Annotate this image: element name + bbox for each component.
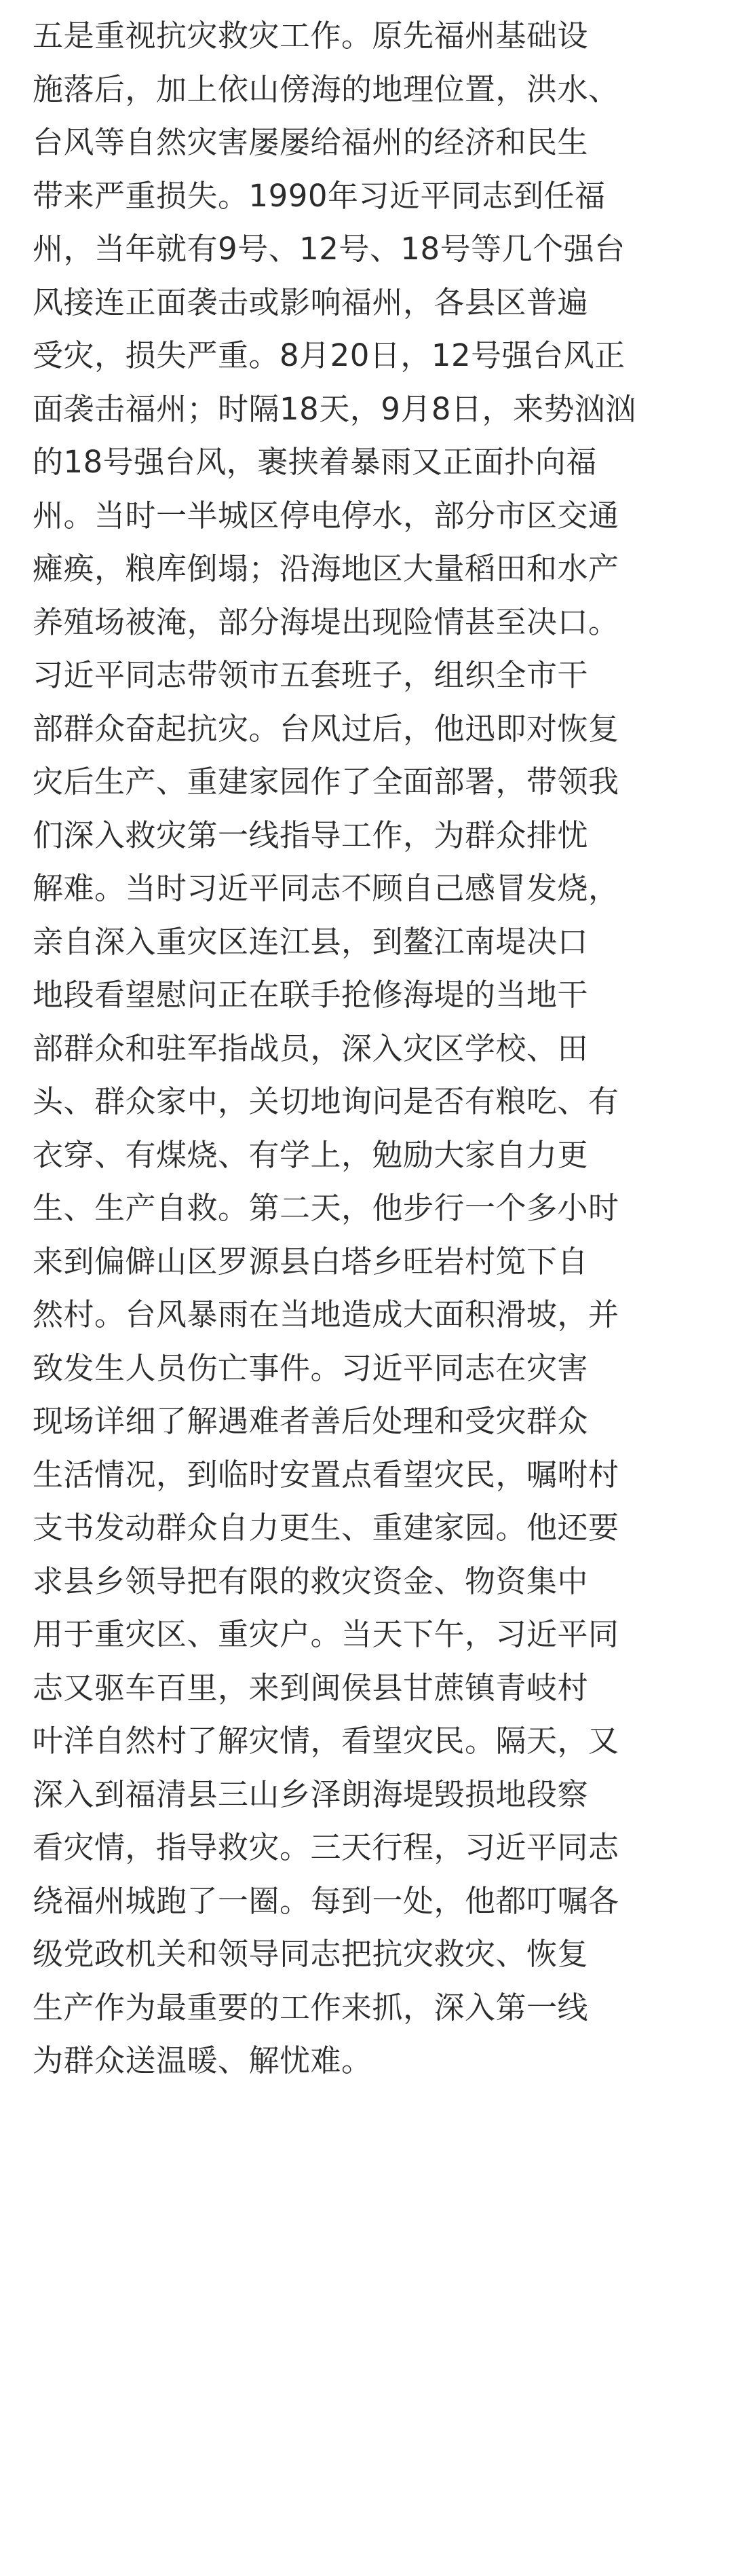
text-line: 看灾情，指导救灾。三天行程，习近平同志: [33, 1829, 619, 1865]
text-line: 为群众送温暖、解忧难。: [33, 2042, 372, 2078]
text-line: 地段看望慰问正在联手抢修海堤的当地干: [33, 977, 589, 1013]
text-line: 受灾，损失严重。8月20日，12号强台风正: [33, 337, 625, 373]
article-body: [33, 10, 708, 2088]
text-line: 解难。当时习近平同志不顾自己感冒发烧，: [33, 870, 619, 906]
text-line: 用于重灾区、重灾户。当天下午，习近平同: [33, 1616, 619, 1652]
text-line: 志又驱车百里，来到闽侯县甘蔗镇青岐村: [33, 1669, 589, 1706]
text-line: 衣穿、有煤烧、有学上，勉励大家自力更: [33, 1136, 589, 1173]
text-line: 风接连正面袭击或影响福州，各县区普遍: [33, 284, 589, 320]
text-line: 带来严重损失。1990年习近平同志到任福: [33, 177, 606, 214]
text-line: 五是重视抗灾救灾工作。原先福州基础设: [33, 18, 589, 54]
text-line: 绕福州城跑了一圈。每到一处，他都叮嘱各: [33, 1882, 619, 1919]
text-line: 然村。台风暴雨在当地造成大面积滑坡，并: [33, 1296, 619, 1332]
text-line: 生、生产自救。第二天，他步行一个多小时: [33, 1190, 619, 1226]
text-line: 部群众和驻军指战员，深入灾区学校、田: [33, 1030, 589, 1066]
text-line: 州，当年就有9号、12号、18号等几个强台: [33, 231, 625, 267]
text-line: 习近平同志带领市五套班子，组织全市干: [33, 657, 589, 693]
text-line: 瘫痪，粮库倒塌；沿海地区大量稻田和水产: [33, 550, 619, 586]
text-line: 面袭击福州；时隔18天，9月8日，来势汹汹: [33, 390, 637, 427]
text-line: 们深入救灾第一线指导工作，为群众排忧: [33, 817, 589, 853]
text-line: 生活情况，到临时安置点看望灾民，嘱咐村: [33, 1456, 619, 1493]
text-line: 生产作为最重要的工作来抓，深入第一线: [33, 1989, 589, 2026]
text-line: 施落后，加上依山傍海的地理位置，洪水、: [33, 71, 619, 107]
text-line: 养殖场被淹，部分海堤出现险情甚至决口。: [33, 603, 619, 640]
text-line: 叶洋自然村了解灾情，看望灾民。隔天，又: [33, 1723, 619, 1759]
text-line: 支书发动群众自力更生、重建家园。他还要: [33, 1510, 619, 1546]
text-line: 的18号强台风，裹挟着暴雨又正面扑向福: [33, 444, 597, 480]
text-line: 级党政机关和领导同志把抗灾救灾、恢复: [33, 1936, 589, 1972]
text-line: 州。当时一半城区停电停水，部分市区交通: [33, 497, 619, 534]
text-line: 深入到福清县三山乡泽朗海堤毁损地段察: [33, 1776, 589, 1812]
text-line: 来到偏僻山区罗源县白塔乡旺岩村笕下自: [33, 1243, 589, 1280]
text-line: 亲自深入重灾区连江县，到鳌江南堤决口: [33, 923, 589, 960]
text-line: 头、群众家中，关切地询问是否有粮吃、有: [33, 1083, 619, 1119]
text-line: 求县乡领导把有限的救灾资金、物资集中: [33, 1563, 589, 1599]
text-line: 灾后生产、重建家园作了全面部署，带领我: [33, 764, 619, 800]
text-line: 现场详细了解遇难者善后处理和受灾群众: [33, 1403, 589, 1439]
text-line: 部群众奋起抗灾。台风过后，他迅即对恢复: [33, 710, 619, 747]
text-line: 台风等自然灾害屡屡给福州的经济和民生: [33, 124, 589, 160]
text-line: 致发生人员伤亡事件。习近平同志在灾害: [33, 1349, 589, 1386]
